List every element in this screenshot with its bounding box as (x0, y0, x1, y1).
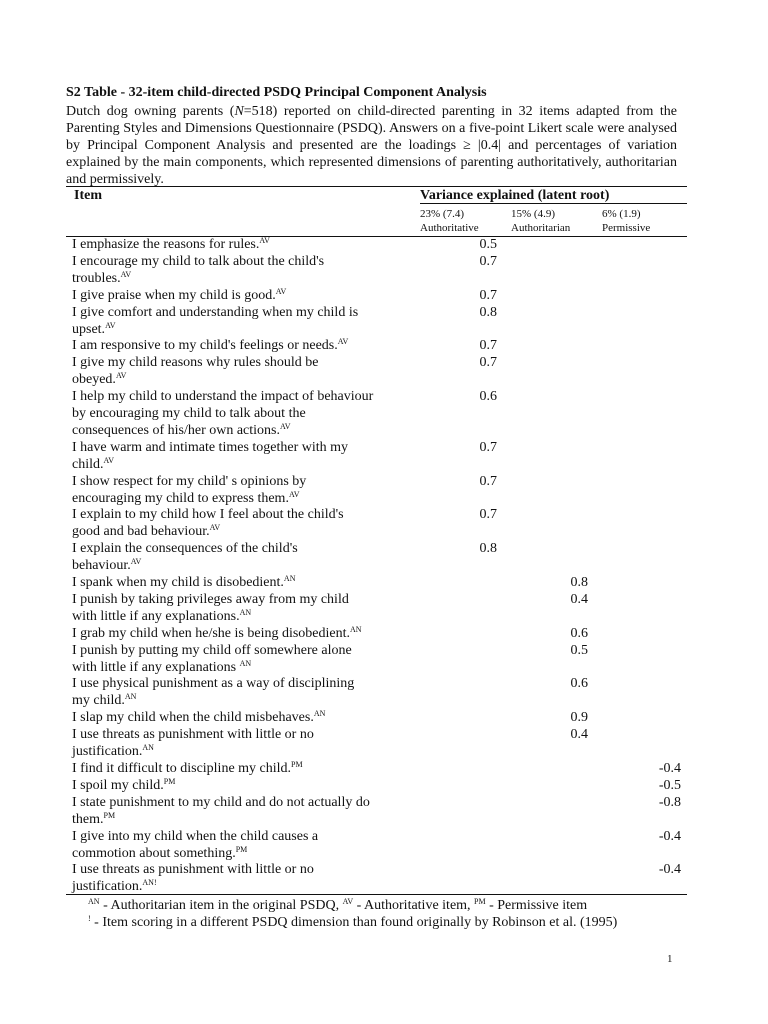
table-row-item (72, 642, 417, 676)
footnote-sup: AV (342, 897, 354, 906)
item-text-line: I spoil my child. (72, 777, 164, 793)
item-text-line: justification. (72, 879, 143, 895)
item-text-line: them. (72, 811, 104, 827)
component-name: Permissive (602, 222, 651, 234)
item-text-line: justification. (72, 744, 143, 760)
table-top-rule (66, 186, 687, 187)
footnote-text: - Authoritative item, (353, 898, 475, 913)
table-row-item (72, 861, 417, 895)
table-row-item (72, 726, 417, 760)
item-text-line: I explain to my child how I feel about the child's (72, 507, 344, 523)
item-text-line: I use threats as punishment with little or no (72, 862, 314, 878)
footnote-text: - Permissive item (485, 898, 588, 913)
item-text-line: with little if any explanations. (72, 608, 240, 624)
variance-column-header: Variance explained (latent root) (420, 188, 610, 203)
item-text-line: I grab my child when he/she is being disobedient. (72, 625, 350, 641)
item-superscript: PM (163, 776, 176, 786)
item-text-line: I emphasize the reasons for rules. (72, 237, 260, 252)
table-row-item (72, 506, 417, 540)
item-superscript: AN! (142, 878, 157, 888)
item-text-line: I use physical punishment as a way of disciplining (72, 676, 355, 692)
item-superscript: AN (283, 574, 296, 583)
table-row-item (72, 439, 417, 473)
intro-pre: Dutch dog owning parents ( (66, 104, 235, 119)
table-title: S2 Table - 32-item child-directed PSDQ Principal Component Analysis (66, 85, 487, 100)
item-superscript: AV (259, 236, 270, 245)
intro-post: =518) reported on child-directed parenting in 32 items adapted from the Parenting Styles and Dimensions Questionnaire (PSDQ). Answers on a five-point Likert scale were analysed by Principal Component Analysis and presented are the loadings ≥ |0.4| and percentages of variation explained by the main components, which represented dimensions of parenting authoritatively, authoritarian and permissively. (66, 104, 677, 187)
item-text-line: by encouraging my child to talk about the (72, 406, 306, 422)
item-text-line: child. (72, 456, 104, 472)
item-superscript: AV (337, 337, 349, 347)
loading-value: 0.7 (479, 355, 497, 371)
table-row-item (72, 574, 417, 591)
item-text-line: I punish by taking privileges away from my child (72, 591, 349, 607)
item-text-line: I give into my child when the child causes a (72, 828, 319, 844)
loading-value: 0.7 (479, 338, 497, 354)
item-superscript: AN (239, 658, 252, 668)
table-row-item (72, 591, 417, 625)
table-row-item (72, 388, 417, 439)
item-superscript: AV (280, 422, 291, 432)
table-row-item (72, 540, 417, 574)
table-row-item (72, 337, 417, 354)
item-text-line: commotion about something. (72, 845, 236, 861)
item-text-line: behaviour. (72, 558, 131, 574)
item-text-line: I punish by putting my child off somewhere alone (72, 642, 352, 658)
footnote-robinson (88, 914, 617, 931)
loading-value: 0.7 (479, 507, 497, 523)
loading-value: 0.6 (570, 625, 588, 641)
component-header-permissive (602, 207, 650, 235)
page-number: 1 (667, 953, 673, 965)
item-text-line: good and bad behaviour. (72, 524, 210, 540)
loading-value: 0.7 (479, 253, 497, 269)
loading-value: 0.4 (570, 727, 588, 743)
footnote-sup: ! (88, 914, 91, 923)
item-superscript: AV (103, 455, 115, 465)
item-text-line: I encourage my child to talk about the child's (72, 253, 325, 269)
item-text-line: I use threats as punishment with little or no (72, 727, 314, 743)
table-row-item (72, 304, 417, 338)
item-text-line: I give comfort and understanding when my child is (72, 304, 359, 320)
component-header-authoritative (420, 207, 479, 235)
footnote-sup: AN (88, 897, 100, 906)
item-text-line: my child. (72, 693, 125, 709)
item-superscript: PM (103, 810, 116, 820)
loading-value: 0.8 (479, 541, 497, 557)
loading-value: 0.7 (479, 473, 497, 489)
item-text-line: I show respect for my child' s opinions by (72, 473, 307, 489)
loading-value: 0.6 (570, 676, 588, 692)
item-column-header: Item (74, 188, 102, 203)
table-row-item (72, 473, 417, 507)
item-text-line: I slap my child when the child misbehaves. (72, 710, 314, 726)
component-name: Authoritative (420, 222, 479, 234)
loading-value: -0.8 (658, 794, 681, 810)
footnote-sup: PM (474, 897, 486, 906)
loading-value: 0.4 (570, 591, 588, 607)
loading-value: -0.5 (658, 777, 681, 793)
item-text-line: I give praise when my child is good. (72, 287, 276, 303)
loading-value: 0.5 (570, 642, 588, 658)
table-row-item (72, 625, 417, 642)
item-superscript: AN (239, 607, 252, 617)
item-text-line: consequences of his/her own actions. (72, 423, 280, 439)
item-superscript: AV (130, 557, 142, 567)
item-text-line: I explain the consequences of the child's (72, 541, 298, 557)
loading-value: -0.4 (658, 862, 681, 878)
loading-value: -0.4 (658, 760, 681, 776)
item-text-line: I state punishment to my child and do not actually do (72, 794, 370, 810)
table-row-item (72, 253, 417, 287)
table-row-item (72, 287, 417, 304)
loading-value: 0.8 (570, 575, 588, 590)
table-row-item (72, 709, 417, 726)
footnote-legend (88, 897, 587, 914)
loading-value: 0.7 (479, 287, 497, 303)
item-superscript: AN (124, 692, 137, 702)
table-row-item (72, 354, 417, 388)
item-text-line: I give my child reasons why rules should be (72, 355, 319, 371)
item-superscript: AV (105, 320, 116, 330)
component-pct: 23% (7.4) (420, 208, 464, 220)
item-superscript: AN (142, 743, 154, 753)
item-text-line: encouraging my child to express them. (72, 490, 289, 506)
table-bottom-rule (66, 894, 687, 895)
item-superscript: AV (288, 489, 300, 499)
item-superscript: PM (235, 844, 248, 854)
table-row-item (72, 675, 417, 709)
item-text-line: with little if any explanations (72, 659, 240, 675)
item-text-line: obeyed. (72, 372, 116, 388)
component-header-authoritarian (511, 207, 570, 235)
component-pct: 6% (1.9) (602, 208, 641, 220)
component-name: Authoritarian (511, 222, 571, 234)
item-text-line: I help my child to understand the impact of behaviour (72, 389, 374, 405)
item-superscript: AV (120, 269, 132, 279)
item-text-line: I have warm and intimate times together with my (72, 439, 349, 455)
table-row-item (72, 828, 417, 862)
table-row-item (72, 760, 417, 777)
item-superscript: AV (209, 523, 221, 533)
item-text-line: troubles. (72, 270, 121, 286)
loading-value: 0.5 (479, 237, 497, 252)
item-text-line: I spank when my child is disobedient. (72, 575, 284, 590)
item-superscript: AV (275, 286, 287, 296)
table-row-item (72, 794, 417, 828)
table-row-item (72, 777, 417, 794)
item-superscript: AV (115, 371, 127, 381)
variance-subheader-rule (420, 203, 687, 204)
item-text-line: I find it difficult to discipline my child. (72, 760, 292, 776)
item-text-line: upset. (72, 321, 106, 337)
loading-value: -0.4 (658, 828, 681, 844)
loading-value: 0.8 (479, 304, 497, 320)
loading-value: 0.9 (570, 710, 588, 726)
item-text-line: I am responsive to my child's feelings or needs. (72, 338, 338, 354)
table-row-item (72, 236, 417, 253)
loading-value: 0.7 (479, 439, 497, 455)
item-superscript: AN (350, 624, 362, 634)
footnote-text: - Authoritarian item in the original PSDQ, (99, 898, 343, 913)
item-superscript: AN (313, 709, 326, 719)
component-pct: 15% (4.9) (511, 208, 555, 220)
loading-value: 0.6 (479, 389, 497, 405)
intro-paragraph (66, 103, 677, 188)
intro-n-symbol: N (234, 104, 244, 119)
footnote-text: - Item scoring in a different PSDQ dimension than found originally by Robinson et al. (1995) (90, 915, 618, 930)
item-superscript: PM (291, 759, 303, 769)
